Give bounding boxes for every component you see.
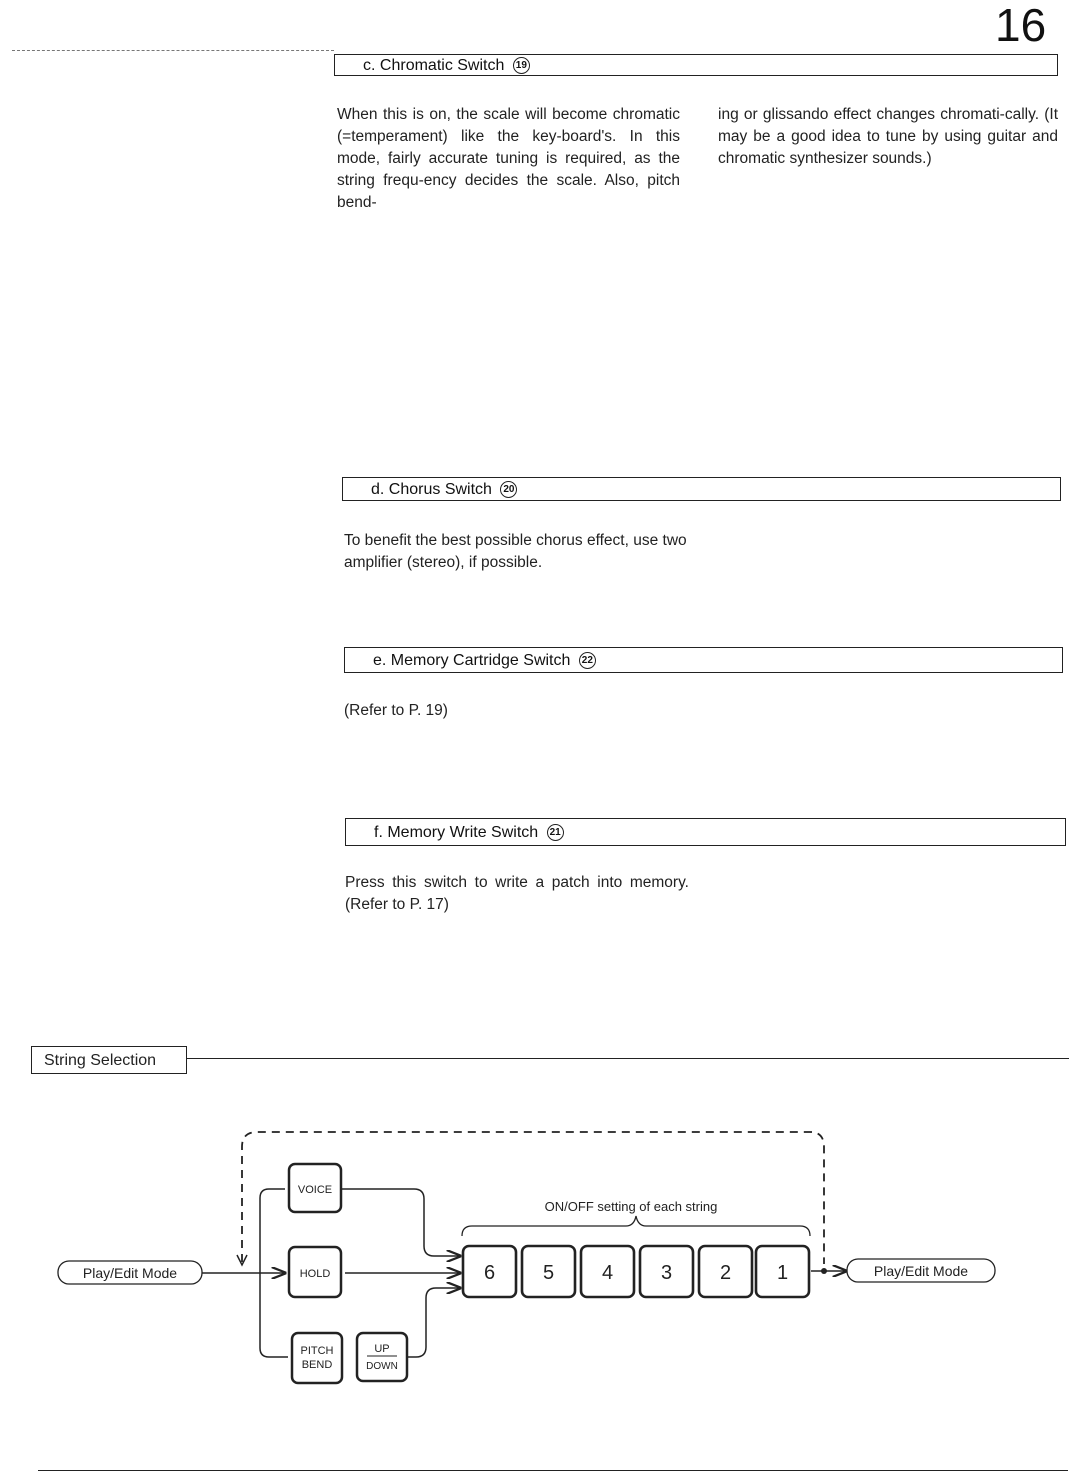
junction-dot-icon xyxy=(821,1268,827,1274)
section-c-title: Chromatic Switch xyxy=(379,57,505,74)
header-rule xyxy=(12,50,334,51)
section-f-letter: f. xyxy=(374,824,383,841)
section-d-header xyxy=(342,477,1061,501)
section-d-letter: d. xyxy=(371,481,385,498)
section-c-header xyxy=(334,54,1058,76)
down-label: DOWN xyxy=(366,1361,398,1372)
string-selection-diagram xyxy=(0,1110,1081,1430)
voice-connector xyxy=(341,1189,460,1256)
section-f-text: Press this switch to write a patch into memory. (Refer to P. 17) xyxy=(345,874,689,913)
section-f-header xyxy=(345,818,1066,846)
circled-number-icon: 19 xyxy=(513,57,530,74)
pitch-bend-label-line1: PITCH xyxy=(300,1345,334,1357)
brace-label: ON/OFF setting of each string xyxy=(544,1199,718,1214)
section-c-text-col1: When this is on, the scale will become chromatic (=temperament) like the key-board's. In this mode, fairly accurate tuning is required, as the string frequ-ency decides the scale. Also, pitch bend- xyxy=(337,106,680,211)
string-button-label: 5 xyxy=(542,1262,555,1284)
section-e-header xyxy=(344,647,1063,673)
section-e-title: Memory Cartridge Switch xyxy=(390,652,571,669)
start-mode-label: Play/Edit Mode xyxy=(82,1265,178,1281)
brace xyxy=(462,1216,810,1236)
section-d-text: To benefit the best possible chorus effect, use two amplifier (stereo), if possible. xyxy=(344,532,687,571)
string-button-label: 3 xyxy=(660,1262,673,1284)
pitch-bend-button xyxy=(292,1333,342,1383)
string-button-label: 6 xyxy=(483,1262,496,1284)
circled-number-icon: 22 xyxy=(579,652,596,669)
page-number: 16 xyxy=(995,0,1047,51)
circled-number-icon: 21 xyxy=(547,824,564,841)
footer-rule xyxy=(38,1470,1068,1471)
section-c-text-col2: ing or glissando effect changes chromati-cally. (It may be a good idea to tune by using guitar and chromatic synthesizer sounds.) xyxy=(718,106,1058,167)
string-button-label: 4 xyxy=(601,1262,614,1284)
section-e-text: (Refer to P. 19) xyxy=(344,702,448,719)
hold-button-label: HOLD xyxy=(299,1268,331,1280)
section-e-letter: e. xyxy=(373,652,387,669)
string-buttons xyxy=(463,1246,809,1297)
section-c-letter: c. xyxy=(363,57,376,74)
string-selection-rule xyxy=(187,1058,1069,1059)
string-selection-heading: String Selection xyxy=(31,1046,187,1074)
up-down-connector xyxy=(407,1288,460,1357)
pitch-bend-label-line2: BEND xyxy=(301,1359,333,1371)
end-mode-label: Play/Edit Mode xyxy=(873,1263,969,1279)
section-d-title: Chorus Switch xyxy=(388,481,492,498)
up-down-button xyxy=(357,1333,407,1381)
section-f-title: Memory Write Switch xyxy=(387,824,539,841)
voice-button-label: VOICE xyxy=(297,1184,333,1196)
string-button-label: 2 xyxy=(719,1262,732,1284)
up-label: UP xyxy=(374,1343,390,1355)
circled-number-icon: 20 xyxy=(500,481,517,498)
string-button-label: 1 xyxy=(776,1262,789,1284)
